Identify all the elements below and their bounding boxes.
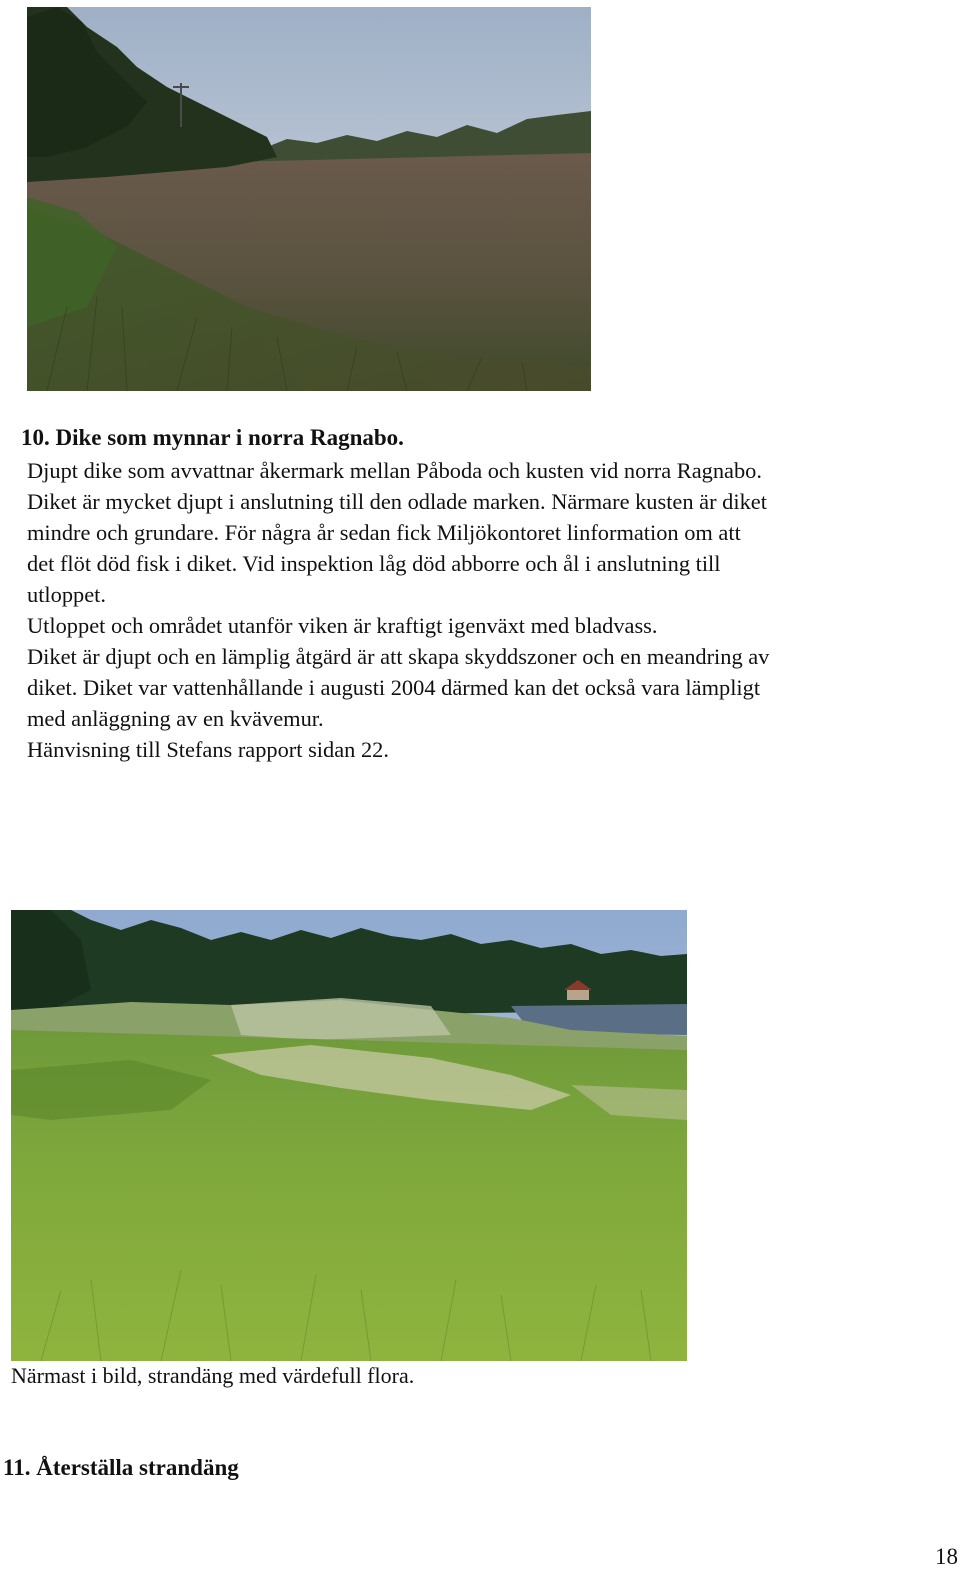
photo-caption: Närmast i bild, strandäng med värdefull flora. (11, 1363, 415, 1388)
body-line: diket. Diket var vattenhållande i augusti 2004 därmed kan det också vara lämpligt (27, 675, 761, 700)
shore-meadow-photo (11, 910, 687, 1361)
body-line: Diket är mycket djupt i anslutning till den odlade marken. Närmare kusten är diket (27, 489, 767, 514)
body-line: Utloppet och området utanför viken är kraftigt igenväxt med bladvass. (27, 613, 658, 638)
body-line: med anläggning av en kvävemur. (27, 706, 324, 731)
body-line: Hänvisning till Stefans rapport sidan 22. (27, 737, 389, 762)
section-10-body (27, 455, 947, 765)
body-line: Diket är djupt och en lämplig åtgärd är att skapa skyddszoner och en meandring av (27, 644, 770, 669)
page-number: 18 (935, 1544, 958, 1569)
body-line: det flöt död fisk i diket. Vid inspektion låg död abborre och ål i anslutning till (27, 551, 721, 576)
body-line: Djupt dike som avvattnar åkermark mellan Påboda och kusten vid norra Ragnabo. (27, 458, 762, 483)
section-10-heading: 10. Dike som mynnar i norra Ragnabo. (21, 425, 404, 450)
ditch-field-photo (27, 7, 591, 391)
body-line: utloppet. (27, 582, 106, 607)
body-line: mindre och grundare. För några år sedan fick Miljökontoret linformation om att (27, 520, 741, 545)
section-11-heading: 11. Återställa strandäng (3, 1455, 239, 1480)
